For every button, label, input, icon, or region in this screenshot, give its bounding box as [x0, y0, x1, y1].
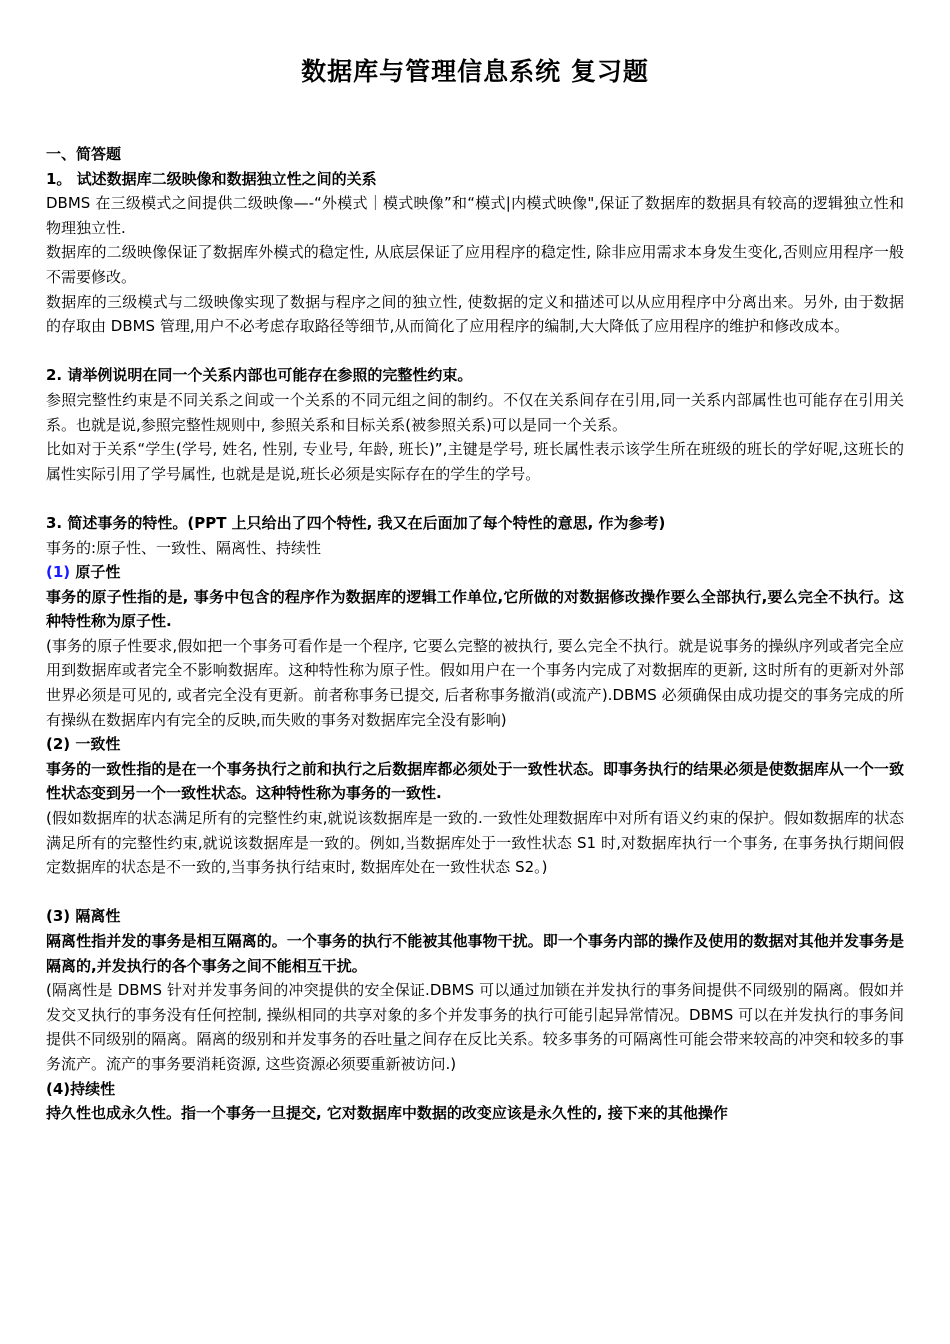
durability-name: 持续性 — [70, 1079, 116, 1098]
atomicity-note: (事务的原子性要求,假如把一个事务可看作是一个程序, 它要么完整的被执行, 要么完全不执行。就是说事务的操纵序列或者完全应用到数据库或者完全不影响数据库。这种特性称为原子性。假如用户在一个事务内完成了对数据库的更新, 这时所有的更新对外部世界必须是可见的, 或者完全没有更新。前者称事务已提交, 后者称事务撤消(或流产).DBMS 必须确保由成功提交的事务完成的所有操纵在数据库内有完全的反映,而失败的事务对数据库完全没有影响) — [46, 636, 904, 729]
isolation-number: (3) — [46, 907, 71, 926]
isolation-note: (隔离性是 DBMS 针对并发事务间的冲突提供的安全保证.DBMS 可以通过加锁在并发执行的事务间提供不同级别的隔离。假如并发交叉执行的事务没有任何控制, 操纵相同的共享对象的多个并发事务的执行可能引起异常情况。DBMS 可以在并发执行的事务间提供不同级别的隔离。隔离的级别和并发事务的吞吐量之间存在反比关系。较多事务的可隔离性可能会带来较高的冲突和较多的事务流产。流产的事务要消耗资源, 这些资源必须要重新被访问.) — [46, 981, 904, 1073]
consistency-definition: 事务的一致性指的是在一个事务执行之前和执行之后数据库都必须处于一致性状态。即事务执行的结果必须是使数据库从一个一致性状态变到另一个一致性状态。这种特性称为事务的一致性. — [46, 759, 904, 803]
consistency-heading — [46, 732, 904, 757]
q2-paragraph-2: 比如对于关系“学生(学号, 姓名, 性别, 专业号, 年龄, 班长)”,主键是学号, 班长属性表示该学生所在班级的班长的学好呢,这班长的属性实际引用了学号属性, 也就是是说,班长必须是实际存在的学生的学号。 — [46, 440, 904, 483]
durability-definition: 持久性也成永久性。指一个事务一旦提交, 它对数据库中数据的改变应该是永久性的, 接下来的其他操作 — [46, 1104, 728, 1123]
isolation-definition: 隔离性指并发的事务是相互隔离的。一个事务的执行不能被其他事物干扰。即一个事务内部的操作及使用的数据对其他并发事务是隔离的,并发执行的各个事务之间不能相互干扰。 — [46, 932, 904, 975]
durability-number: (4) — [46, 1079, 71, 1098]
isolation-heading — [46, 904, 904, 929]
atomicity-name: 原子性 — [75, 563, 121, 582]
durability-heading — [46, 1077, 904, 1102]
document-title: 数据库与管理信息系统 复习题 — [301, 57, 649, 86]
consistency-name: 一致性 — [75, 735, 121, 754]
q1-paragraph-2: 数据库的二级映像保证了数据库外模式的稳定性, 从底层保证了应用程序的稳定性, 除非应用需求本身发生变化,否则应用程序一般不需要修改。 — [46, 243, 904, 286]
isolation-name: 隔离性 — [75, 907, 121, 926]
consistency-note: (假如数据库的状态满足所有的完整性约束,就说该数据库是一致的.一致性处理数据库中对所有语义约束的保护。假如数据库的状态满足所有的完整性约束,就说该数据库是一致的。例如,当数据库处于一致性状态 S1 时,对数据库执行一个事务, 在事务执行期间假定数据库的状态是不一致的,当事务执行结束时, 数据库处在一致性状态 S2。) — [46, 809, 904, 877]
q2-heading: 2. 请举例说明在同一个关系内部也可能存在参照的完整性约束。 — [46, 366, 473, 385]
q3-intro: 事务的:原子性、一致性、隔离性、持续性 — [46, 538, 322, 557]
atomicity-number: (1) — [46, 563, 71, 582]
q2-paragraph-1: 参照完整性约束是不同关系之间或一个关系的不同元组之间的制约。不仅在关系间存在引用,同一关系内部属性也可能存在引用关系。也就是说,参照完整性规则中, 参照关系和目标关系(被参照关系)可以是同一个关系。 — [46, 390, 904, 434]
q3-heading: 3. 简述事务的特性。(PPT 上只给出了四个特性, 我又在后面加了每个特性的意思, 作为参考) — [46, 513, 666, 532]
q1-heading: 1。 试述数据库二级映像和数据独立性之间的关系 — [46, 169, 377, 188]
q1-paragraph-1: DBMS 在三级模式之间提供二级映像—-“外模式｜模式映像”和“模式|内模式映像",保证了数据库的数据具有较高的逻辑独立性和物理独立性. — [46, 194, 904, 237]
section-heading: 一、简答题 — [46, 145, 122, 163]
atomicity-definition: 事务的原子性指的是, 事务中包含的程序作为数据库的逻辑工作单位,它所做的对数据修改操作要么全部执行,要么完全不执行。这种特性称为原子性. — [46, 587, 904, 631]
atomicity-heading — [46, 560, 904, 585]
q1-paragraph-3: 数据库的三级模式与二级映像实现了数据与程序之间的独立性, 使数据的定义和描述可以从应用程序中分离出来。另外, 由于数据的存取由 DBMS 管理,用户不必考虑存取路径等细节,从而简化了应用程序的编制,大大降低了应用程序的维护和修改成本。 — [46, 292, 904, 336]
consistency-number: (2) — [46, 735, 71, 754]
